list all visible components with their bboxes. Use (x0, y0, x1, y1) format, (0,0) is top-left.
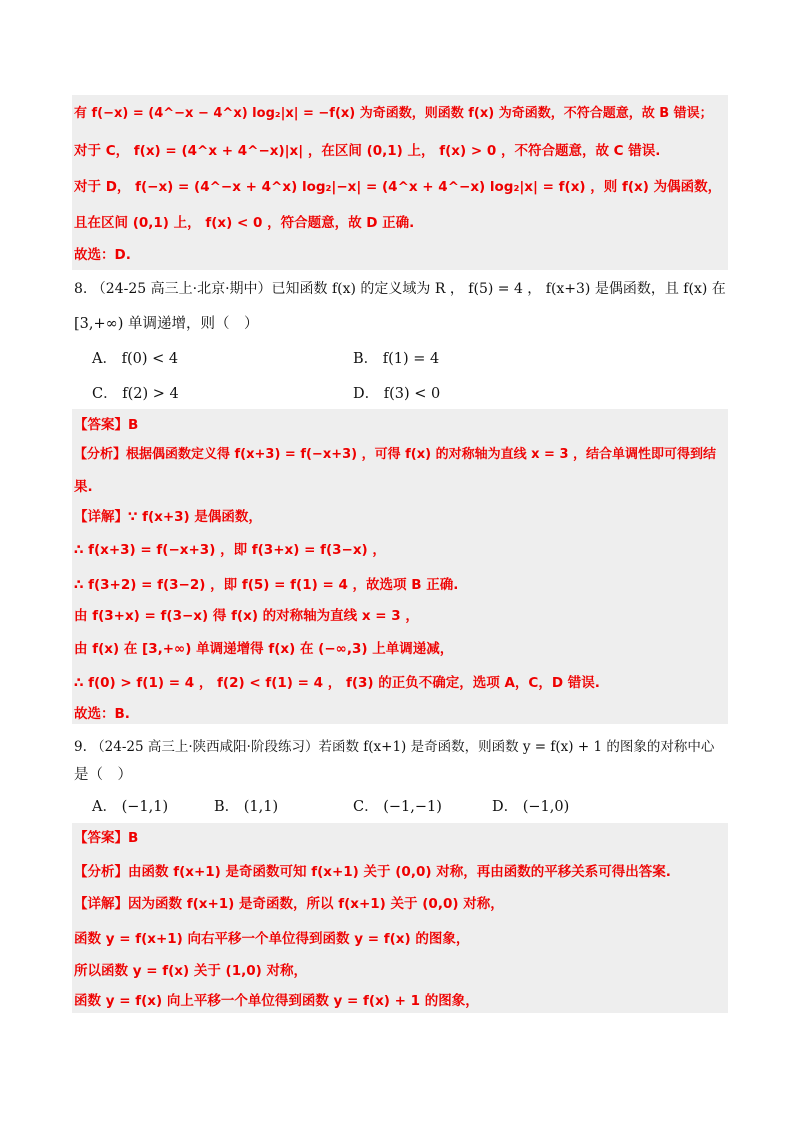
solution-line: 有 f(−x) = (4^−x − 4^x) log₂|x| = −f(x) 为奇函数，则函数 f(x) 为奇函数，不符合题意，故 B 错误； (74, 106, 713, 121)
detail-9-line: 所以函数 y = f(x) 关于 (1,0) 对称， (74, 963, 307, 979)
solution-line: 故选：D. (74, 247, 131, 263)
option-c: C． f(2) > 4 (92, 386, 179, 402)
detail-8-line: ∴ f(x+3) = f(−x+3) ，即 f(3+x) = f(3−x) ， (74, 542, 386, 558)
solution-line: 且在区间 (0,1) 上， f(x) < 0 ，符合题意，故 D 正确. (74, 215, 415, 231)
detail-8-line: 由 f(3+x) = f(3−x) 得 f(x) 的对称轴为直线 x = 3 ， (74, 608, 419, 624)
detail-8: 【详解】∵ f(x+3) 是偶函数， (74, 509, 262, 525)
detail-9-line: 函数 y = f(x+1) 向右平移一个单位得到函数 y = f(x) 的图象， (74, 931, 470, 947)
detail-8-line: ∴ f(3+2) = f(3−2) ，即 f(5) = f(1) = 4 ，故选项 B 正确. (74, 577, 459, 593)
detail-8-line: 故选：B. (74, 706, 130, 722)
detail-8-line: ∴ f(0) > f(1) = 4 ， f(2) < f(1) = 4 ， f(3) 的正负不确定，选项 A，C，D 错误. (74, 675, 600, 691)
question-8-stem: 8. （24-25 高三上·北京·期中）已知函数 f(x) 的定义域为 R ， f(5) = 4 ， f(x+3) 是偶函数，且 f(x) 在 (74, 281, 726, 297)
analysis-8-cont: 果. (74, 479, 93, 495)
option-a: A． f(0) < 4 (92, 351, 179, 367)
solution-line: 对于 C， f(x) = (4^x + 4^−x)|x| ，在区间 (0,1) 上， f(x) > 0 ，不符合题意，故 C 错误. (74, 143, 661, 159)
solution-line: 对于 D， f(−x) = (4^−x + 4^x) log₂|−x| = (4^x + 4^−x) log₂|x| = f(x) ，则 f(x) 为偶函数， (74, 179, 722, 195)
detail-9-line: 函数 y = f(x) 向上平移一个单位得到函数 y = f(x) + 1 的图象， (74, 993, 479, 1009)
solution-block-9 (72, 823, 728, 1013)
option-c: C． (−1,−1) (353, 799, 442, 815)
question-8-stem-cont: [3,+∞) 单调递增，则（ ） (74, 316, 259, 332)
option-d: D． (−1,0) (492, 799, 570, 815)
answer-9: 【答案】B (74, 830, 139, 846)
option-b: B． (1,1) (214, 799, 279, 815)
option-a: A． (−1,1) (92, 799, 169, 815)
question-9-stem: 9. （24-25 高三上·陕西咸阳·阶段练习）若函数 f(x+1) 是奇函数，则函数 y = f(x) + 1 的图象的对称中心 (74, 739, 715, 755)
detail-9: 【详解】因为函数 f(x+1) 是奇函数，所以 f(x+1) 关于 (0,0) 对称， (74, 896, 504, 912)
detail-8-line: 由 f(x) 在 [3,+∞) 单调递增得 f(x) 在 (−∞,3) 上单调递减， (74, 641, 454, 657)
analysis-8: 【分析】根据偶函数定义得 f(x+3) = f(−x+3) ，可得 f(x) 的对称轴为直线 x = 3 ，结合单调性即可得到结 (74, 447, 717, 462)
option-b: B． f(1) = 4 (353, 351, 440, 367)
option-d: D． f(3) < 0 (353, 386, 441, 402)
analysis-9: 【分析】由函数 f(x+1) 是奇函数可知 f(x+1) 关于 (0,0) 对称，再由函数的平移关系可得出答案. (74, 864, 671, 880)
answer-8: 【答案】B (74, 417, 139, 433)
question-9-stem-cont: 是（ ） (74, 767, 132, 783)
